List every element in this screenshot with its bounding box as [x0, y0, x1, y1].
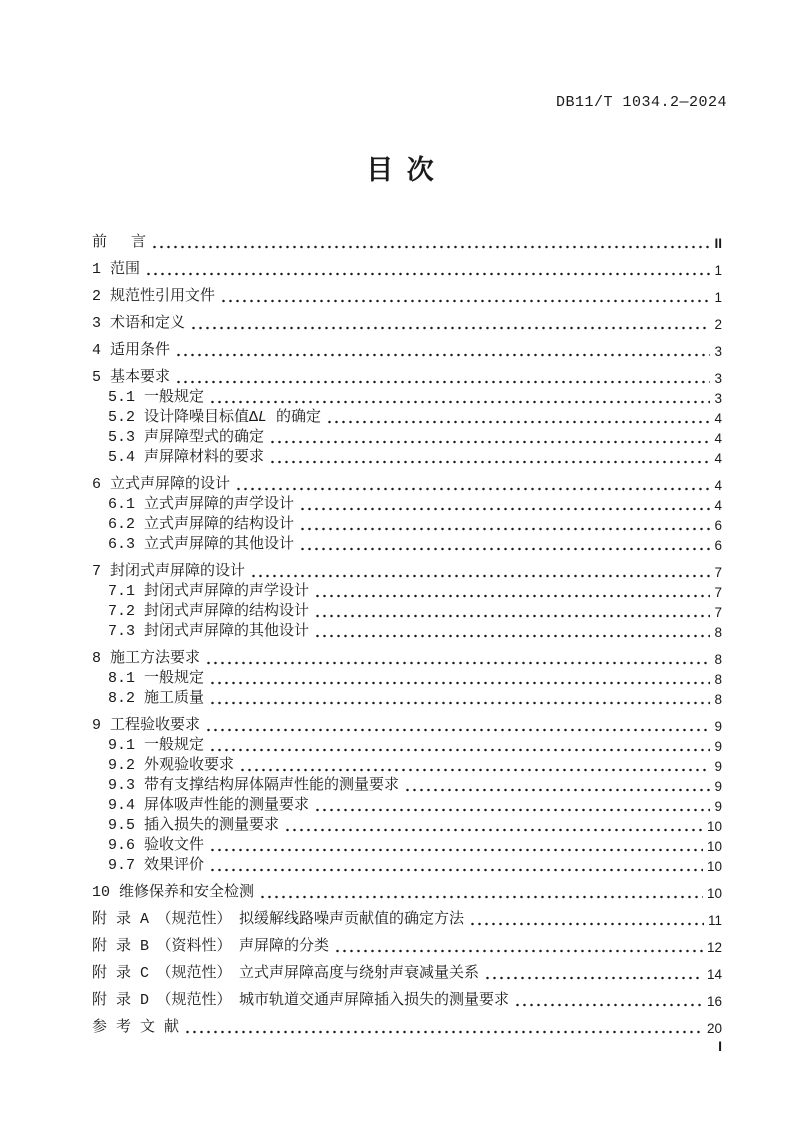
- toc-entry: [92, 648, 722, 668]
- toc-entry-label: 9.2 外观验收要求: [108, 757, 235, 774]
- toc-entry: [92, 447, 722, 467]
- toc-entry-label: 9 工程验收要求: [92, 717, 201, 734]
- toc-entry-label: 9.6 验收文件: [108, 837, 205, 854]
- toc-entry-page: 8: [714, 692, 722, 707]
- toc-entry-label: 7.1 封闭式声屏障的声学设计: [108, 583, 310, 600]
- toc-entry-label: 5.3 声屏障型式的确定: [108, 429, 265, 446]
- toc-entry-page: 7: [714, 605, 722, 620]
- toc-entry: [92, 407, 722, 427]
- dot-leader: [145, 259, 710, 279]
- dot-leader: [250, 561, 710, 581]
- toc-entry: [92, 286, 722, 306]
- toc-entry-page: 10: [706, 886, 722, 901]
- toc-entry-label: 6 立式声屏障的设计: [92, 476, 231, 493]
- toc-entry: [92, 835, 722, 855]
- toc-entry-label: 9.7 效果评价: [108, 857, 205, 874]
- dot-leader: [209, 855, 703, 875]
- toc-entry: [92, 990, 722, 1010]
- toc-entry: [92, 494, 722, 514]
- toc-entry-page: 3: [714, 344, 722, 359]
- toc-entry-page: 1: [714, 290, 722, 305]
- dot-leader: [284, 815, 703, 835]
- toc-entry-page: 9: [714, 779, 722, 794]
- dot-leader: [314, 621, 710, 641]
- toc-entry-page: 11: [707, 913, 722, 928]
- toc-entry: [92, 815, 722, 835]
- toc-entry: [92, 313, 722, 333]
- toc-entry-page: 9: [714, 799, 722, 814]
- toc-entry: [92, 232, 722, 252]
- toc-entry-page: 8: [714, 652, 722, 667]
- dot-leader: [269, 447, 710, 467]
- dot-leader: [209, 835, 703, 855]
- toc-entry-label: 5.1 一般规定: [108, 389, 205, 406]
- dot-leader: [484, 963, 703, 983]
- toc-entry-page: 3: [714, 391, 722, 406]
- toc-entry-label: 前 言: [92, 234, 147, 251]
- toc-entry-label: 7 封闭式声屏障的设计: [92, 563, 246, 580]
- toc-entry-label: 8 施工方法要求: [92, 650, 201, 667]
- toc-entry-label: 8.2 施工质量: [108, 690, 205, 707]
- dot-leader: [314, 581, 710, 601]
- toc-entry-label: 附 录 B （资料性） 声屏障的分类: [92, 938, 330, 955]
- dot-leader: [239, 755, 710, 775]
- toc-entry: [92, 795, 722, 815]
- dot-leader: [209, 735, 710, 755]
- toc-entry-page: 16: [706, 994, 722, 1009]
- document-code-header: DB11/T 1034.2—2024: [555, 94, 727, 111]
- table-of-contents: [92, 225, 722, 1037]
- toc-entry-label: 9.3 带有支撑结构屏体隔声性能的测量要求: [108, 777, 400, 794]
- dot-leader: [184, 1017, 703, 1037]
- toc-entry-label: 附 录 A （规范性） 拟缓解线路噪声贡献值的确定方法: [92, 911, 465, 928]
- dot-leader: [209, 668, 710, 688]
- toc-entry: [92, 561, 722, 581]
- dot-leader: [314, 601, 710, 621]
- toc-entry: [92, 621, 722, 641]
- toc-entry-label: 附 录 D （规范性） 城市轨道交通声屏障插入损失的测量要求: [92, 992, 510, 1009]
- toc-entry-page: 10: [706, 819, 722, 834]
- toc-entry: [92, 474, 722, 494]
- dot-leader: [175, 340, 710, 360]
- toc-entry: [92, 534, 722, 554]
- dot-leader: [209, 387, 710, 407]
- toc-entry-page: 3: [714, 371, 722, 386]
- toc-entry-page: 7: [714, 585, 722, 600]
- toc-entry-label: 5.4 声屏障材料的要求: [108, 449, 265, 466]
- toc-entry: [92, 387, 722, 407]
- toc-entry-label: 8.1 一般规定: [108, 670, 205, 687]
- toc-entry: [92, 855, 722, 875]
- dot-leader: [469, 909, 704, 929]
- toc-entry-page: 4: [714, 451, 722, 466]
- dot-leader: [269, 427, 710, 447]
- toc-entry-page: 4: [714, 431, 722, 446]
- page-title: 目 次: [366, 155, 434, 185]
- toc-entry-page: 2: [714, 317, 722, 332]
- toc-entry: [92, 427, 722, 447]
- toc-entry-page: 4: [714, 498, 722, 513]
- toc-entry-page: 6: [714, 538, 722, 553]
- toc-entry-page: 6: [714, 518, 722, 533]
- toc-entry-label: 6.3 立式声屏障的其他设计: [108, 536, 295, 553]
- toc-entry-label: 参 考 文 献: [92, 1019, 180, 1036]
- toc-entry-label: 3 术语和定义: [92, 315, 186, 332]
- toc-entry: [92, 688, 722, 708]
- toc-entry-page: 7: [714, 565, 722, 580]
- toc-entry: [92, 340, 722, 360]
- toc-entry-page: 9: [714, 719, 722, 734]
- toc-entry-page: 9: [714, 739, 722, 754]
- dot-leader: [205, 648, 710, 668]
- toc-entry-page: 12: [706, 940, 722, 955]
- toc-entry-page: 4: [714, 411, 722, 426]
- toc-entry-label: 5 基本要求: [92, 369, 171, 386]
- toc-entry: [92, 755, 722, 775]
- dot-leader: [190, 313, 710, 333]
- toc-entry-label: 6.2 立式声屏障的结构设计: [108, 516, 295, 533]
- dot-leader: [259, 882, 703, 902]
- toc-entry-page: 14: [706, 967, 722, 982]
- toc-entry-label: 9.5 插入损失的测量要求: [108, 817, 280, 834]
- dot-leader: [314, 795, 710, 815]
- dot-leader: [205, 715, 710, 735]
- toc-entry-page: 9: [714, 759, 722, 774]
- dot-leader: [299, 534, 710, 554]
- toc-entry-label: 1 范围: [92, 261, 141, 278]
- dot-leader: [151, 232, 710, 252]
- toc-entry-label: 10 维修保养和安全检测: [92, 884, 255, 901]
- toc-entry-page: 4: [714, 478, 722, 493]
- dot-leader: [175, 367, 710, 387]
- dot-leader: [334, 936, 703, 956]
- toc-entry-page: 10: [706, 839, 722, 854]
- toc-entry: [92, 1017, 722, 1037]
- dot-leader: [209, 688, 710, 708]
- toc-entry-page: 10: [706, 859, 722, 874]
- toc-entry: [92, 259, 722, 279]
- dot-leader: [299, 514, 710, 534]
- toc-entry-page: 8: [714, 625, 722, 640]
- toc-entry: [92, 367, 722, 387]
- toc-entry: [92, 775, 722, 795]
- toc-entry-label: 9.4 屏体吸声性能的测量要求: [108, 797, 310, 814]
- toc-entry-page: 20: [706, 1021, 722, 1036]
- toc-entry-label: 9.1 一般规定: [108, 737, 205, 754]
- toc-entry: [92, 882, 722, 902]
- dot-leader: [220, 286, 710, 306]
- toc-entry-page: 8: [714, 672, 722, 687]
- toc-entry-label: 6.1 立式声屏障的声学设计: [108, 496, 295, 513]
- dot-leader: [299, 494, 710, 514]
- toc-entry-label: 7.3 封闭式声屏障的其他设计: [108, 623, 310, 640]
- dot-leader: [326, 407, 710, 427]
- toc-entry-label: 5.2 设计降噪目标值ΔL 的确定: [108, 409, 322, 426]
- dot-leader: [235, 474, 710, 494]
- toc-entry-page: II: [714, 236, 722, 251]
- toc-entry: [92, 715, 722, 735]
- toc-entry: [92, 936, 722, 956]
- toc-entry: [92, 668, 722, 688]
- toc-entry-label: 7.2 封闭式声屏障的结构设计: [108, 603, 310, 620]
- toc-entry-label: 4 适用条件: [92, 342, 171, 359]
- toc-entry: [92, 581, 722, 601]
- toc-entry: [92, 735, 722, 755]
- dot-leader: [404, 775, 710, 795]
- toc-entry: [92, 514, 722, 534]
- toc-entry-page: 1: [714, 263, 722, 278]
- toc-entry: [92, 601, 722, 621]
- toc-entry: [92, 909, 722, 929]
- toc-entry-label: 附 录 C （规范性） 立式声屏障高度与绕射声衰减量关系: [92, 965, 480, 982]
- toc-entry: [92, 963, 722, 983]
- dot-leader: [514, 990, 703, 1010]
- footer-page-number: I: [718, 1038, 722, 1054]
- toc-entry-label: 2 规范性引用文件: [92, 288, 216, 305]
